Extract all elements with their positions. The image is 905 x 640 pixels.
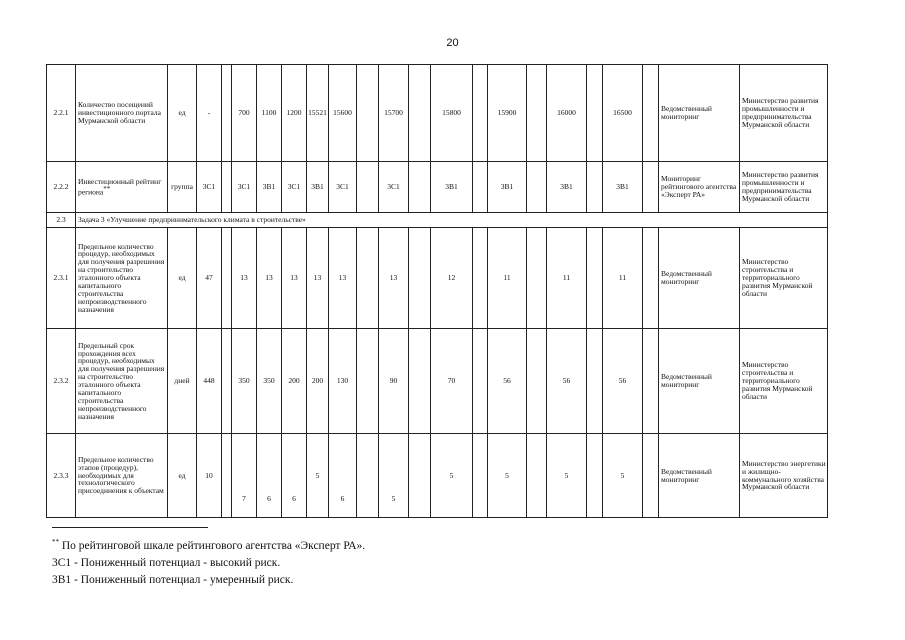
value-cell: 3В1 [307, 162, 329, 213]
value-cell: 12 [431, 228, 473, 329]
empty-cell [357, 329, 379, 434]
value-cell: 13 [257, 228, 282, 329]
empty-cell [473, 65, 488, 162]
footnote-rating-text: По рейтинговой шкале рейтингового агентства «Эксперт РА». [59, 539, 366, 552]
indicator-name: Предельный срок прохождения всех процедур, необходимых для получения разрешения на строительство эталонного объекта капитального строительства непроизводственного назначения [76, 329, 168, 434]
responsible-cell: Министерство строительства и территориального развития Мурманской области [740, 228, 828, 329]
value-cell: 3В1 [431, 162, 473, 213]
value-cell: 3В1 [257, 162, 282, 213]
indicator-name: Инвестиционный рейтинг региона [78, 176, 162, 197]
value-cell: 6 [329, 434, 357, 518]
responsible-cell: Министерство развития промышленности и предпринимательства Мурманской области [740, 65, 828, 162]
value-cell: 10 [197, 434, 222, 518]
empty-cell [473, 329, 488, 434]
value-cell: - [197, 65, 222, 162]
value-cell: 13 [282, 228, 307, 329]
footnote-divider [52, 527, 208, 528]
value-cell: 3В1 [488, 162, 527, 213]
value-cell: 350 [257, 329, 282, 434]
table-row [47, 228, 828, 329]
responsible-cell: Министерство развития промышленности и предпринимательства Мурманской области [740, 162, 828, 213]
value-cell: 15521 [307, 65, 329, 162]
footnote-mark: ** [52, 538, 59, 546]
unit-cell: дней [168, 329, 197, 434]
responsible-cell: Министерство энергетики и жилищно-коммунального хозяйства Мурманской области [740, 434, 828, 518]
empty-cell [409, 162, 431, 213]
unit-cell: ед [168, 434, 197, 518]
empty-cell [527, 228, 547, 329]
empty-cell [587, 329, 603, 434]
empty-cell [222, 329, 232, 434]
indicator-name-cell [76, 162, 168, 213]
footnote-3c1: 3С1 - Пониженный потенциал - высокий риск. [52, 556, 281, 569]
empty-cell [643, 162, 659, 213]
value-cell: 5 [488, 434, 527, 518]
source-cell: Мониторинг рейтингового агентства «Эксперт РА» [659, 162, 740, 213]
empty-cell [527, 329, 547, 434]
empty-cell [409, 228, 431, 329]
empty-cell [222, 228, 232, 329]
value-cell: 16500 [603, 65, 643, 162]
table-row-task [47, 213, 828, 228]
value-cell: 5 [379, 434, 409, 518]
value-cell: 5 [603, 434, 643, 518]
value-cell: 3С1 [197, 162, 222, 213]
indicators-table [46, 64, 828, 518]
unit-cell: ед [168, 65, 197, 162]
row-number: 2.3 [47, 213, 76, 228]
value-cell: 13 [307, 228, 329, 329]
value-cell: 200 [307, 329, 329, 434]
empty-cell [527, 162, 547, 213]
empty-cell [357, 434, 379, 518]
empty-cell [357, 162, 379, 213]
table-row [47, 434, 828, 518]
footnote-mark: ** [103, 184, 111, 193]
value-cell: 1100 [257, 65, 282, 162]
empty-cell [357, 65, 379, 162]
value-cell: 56 [603, 329, 643, 434]
value-cell: 13 [232, 228, 257, 329]
empty-cell [473, 162, 488, 213]
indicator-name: Предельное количество процедур, необходимых для получения разрешения на строительство эталонного объекта капитального строительства непроизводственного назначения [76, 228, 168, 329]
value-cell: 11 [488, 228, 527, 329]
footnotes [52, 534, 365, 589]
value-cell: 350 [232, 329, 257, 434]
unit-cell: группа [168, 162, 197, 213]
value-cell: 3С1 [379, 162, 409, 213]
source-cell: Ведомственный мониторинг [659, 329, 740, 434]
value-cell: 15700 [379, 65, 409, 162]
value-cell: 200 [282, 329, 307, 434]
empty-cell [643, 228, 659, 329]
footnote-rating [52, 534, 365, 555]
value-cell: 11 [603, 228, 643, 329]
value-cell: 1200 [282, 65, 307, 162]
value-cell: 47 [197, 228, 222, 329]
row-number: 2.3.1 [47, 228, 76, 329]
value-cell: 15800 [431, 65, 473, 162]
responsible-cell: Министерство строительства и территориального развития Мурманской области [740, 329, 828, 434]
unit-cell: ед [168, 228, 197, 329]
empty-cell [643, 434, 659, 518]
table-row [47, 162, 828, 213]
value-cell: 6 [282, 434, 307, 518]
empty-cell [222, 162, 232, 213]
row-number: 2.3.3 [47, 434, 76, 518]
empty-cell [587, 434, 603, 518]
value-cell: 56 [547, 329, 587, 434]
value-cell: 90 [379, 329, 409, 434]
empty-cell [409, 329, 431, 434]
source-cell: Ведомственный мониторинг [659, 228, 740, 329]
value-cell: 3С1 [329, 162, 357, 213]
empty-cell [357, 228, 379, 329]
value-cell: 13 [329, 228, 357, 329]
empty-cell [222, 434, 232, 518]
empty-cell [527, 65, 547, 162]
value-cell: 3В1 [547, 162, 587, 213]
empty-cell [643, 65, 659, 162]
empty-cell [587, 228, 603, 329]
value-cell: 3С1 [232, 162, 257, 213]
indicator-name: Предельное количество этапов (процедур), необходимых для технологического присоединения к объектам [76, 434, 168, 518]
value-cell: 56 [488, 329, 527, 434]
row-number: 2.2.1 [47, 65, 76, 162]
task-title: Задача 3 «Улучшение предпринимательского климата в строительстве» [76, 213, 828, 228]
value-cell: 70 [431, 329, 473, 434]
value-cell: 6 [257, 434, 282, 518]
value-cell: 11 [547, 228, 587, 329]
empty-cell [527, 434, 547, 518]
source-cell: Ведомственный мониторинг [659, 434, 740, 518]
value-cell: 15900 [488, 65, 527, 162]
row-number: 2.2.2 [47, 162, 76, 213]
indicator-name: Количество посещений инвестиционного портала Мурманской области [76, 65, 168, 162]
row-number: 2.3.2 [47, 329, 76, 434]
value-cell: 5 [547, 434, 587, 518]
value-cell: 448 [197, 329, 222, 434]
empty-cell [473, 434, 488, 518]
empty-cell [409, 65, 431, 162]
value-cell: 16000 [547, 65, 587, 162]
empty-cell [473, 228, 488, 329]
table-row [47, 65, 828, 162]
empty-cell [222, 65, 232, 162]
value-cell: 700 [232, 65, 257, 162]
empty-cell [587, 162, 603, 213]
value-cell: 13 [379, 228, 409, 329]
value-cell: 3С1 [282, 162, 307, 213]
source-cell: Ведомственный мониторинг [659, 65, 740, 162]
page-number: 20 [446, 37, 459, 49]
empty-cell [587, 65, 603, 162]
value-cell: 130 [329, 329, 357, 434]
value-cell: 5 [431, 434, 473, 518]
value-cell: 15600 [329, 65, 357, 162]
value-cell: 5 [307, 434, 329, 518]
value-cell: 3В1 [603, 162, 643, 213]
footnote-3b1: 3В1 - Пониженный потенциал - умеренный риск. [52, 573, 294, 586]
empty-cell [643, 329, 659, 434]
table-row [47, 329, 828, 434]
value-cell: 7 [232, 434, 257, 518]
empty-cell [409, 434, 431, 518]
